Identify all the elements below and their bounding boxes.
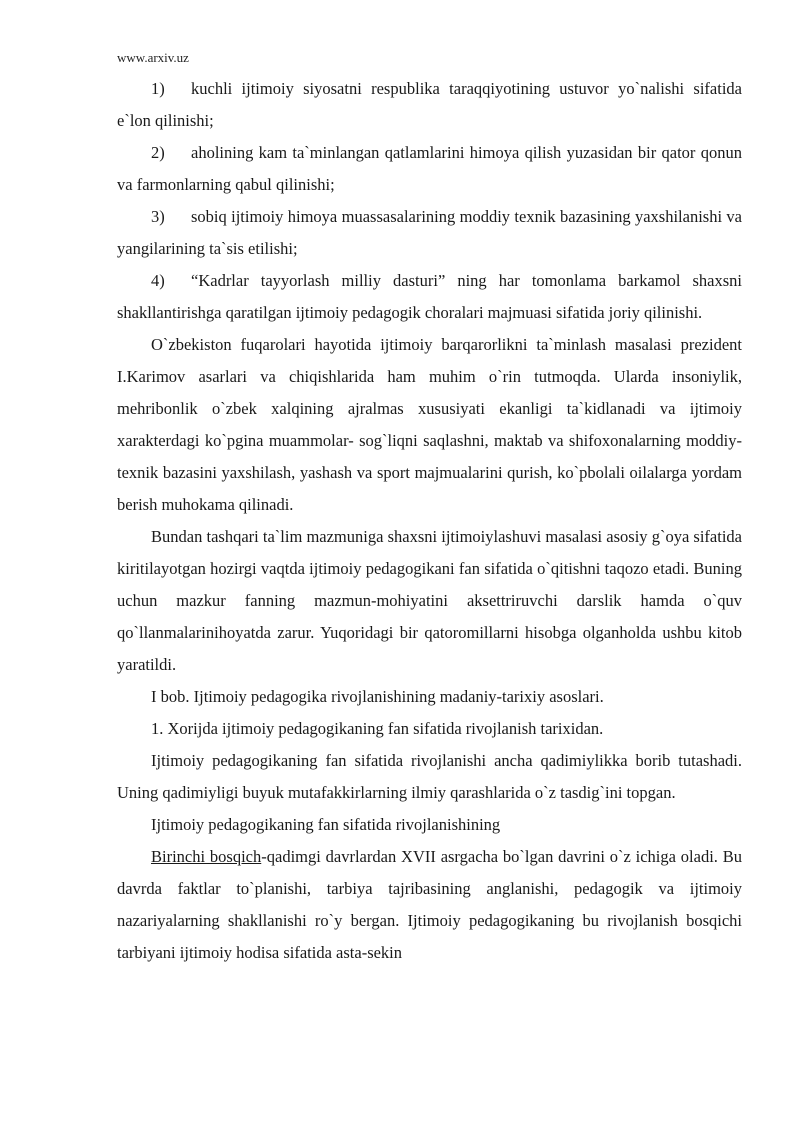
list-item [117, 265, 742, 329]
list-number: 1) [151, 79, 165, 98]
list-text: kuchli ijtimoiy siyosatni respublika taraqqiyotining ustuvor yo`nalishi sifatida e`lon qilinishi; [117, 79, 742, 130]
site-header: www.arxiv.uz [117, 50, 189, 65]
list-item [117, 201, 742, 265]
list-number: 3) [151, 207, 165, 226]
paragraph-education: Bundan tashqari ta`lim mazmuniga shaxsni ijtimoiylashuvi masalasi asosiy g`oya sifatida kiritilayotgan hozirgi vaqtda ijtimoiy pedagogikani fan sifatida o`qitishni taqozo etadi. Buning uchun mazkur fanning mazmun-mohiyatini aksettriruvchi darslik hamda o`quv qo`llanmalarinihoyatda zarur. Yuqoridagi bir qatoromillarni hisobga olganholda ushbu kitob yaratildi. [117, 527, 742, 674]
list-item [117, 137, 742, 201]
paragraph-stability: O`zbekiston fuqarolari hayotida ijtimoiy barqarorlikni ta`minlash masalasi prezident I.Karimov asarlari va chiqishlarida ham muhim o`rin tutmoqda. Ularda insoniylik, mehribonlik o`zbek xalqining ajralmas xususiyati ekanligi ta`kidlanadi va ijtimoiy xarakterdagi ko`pgina muammolar- sog`liqni saqlashni, maktab va shifoxonalarning moddiy-texnik bazasini yaxshilash, yashash va sport majmualarini qurish, ko`pbolali oilalarga yordam berish muhokama qilinadi. [117, 335, 742, 514]
page-content [117, 73, 742, 969]
list-item [117, 73, 742, 137]
list-text: “Kadrlar tayyorlash milliy dasturi” ning har tomonlama barkamol shaxsni shakllantirishga qaratilgan ijtimoiy pedagogik choralari majmuasi sifatida joriy qilinishi. [117, 271, 742, 322]
paragraph-history: Ijtimoiy pedagogikaning fan sifatida rivojlanishi ancha qadimiylikka borib tutashadi. Uning qadimiyligi buyuk mutafakkirlarning ilmiy qarashlarida o`z tasdig`ini topgan. [117, 751, 742, 802]
list-number: 2) [151, 143, 165, 162]
list-number: 4) [151, 271, 165, 290]
paragraph-stages-intro: Ijtimoiy pedagogikaning fan sifatida rivojlanishining [151, 815, 501, 834]
first-stage-text: -qadimgi davrlardan XVII asrgacha bo`lgan davrini o`z ichiga oladi. Bu davrda faktlar to`planishi, tarbiya tajribasining anglanishi, pedagogik va ijtimoiy nazariyalarning shakllanishi ro`y bergan. Ijtimoiy pedagogikaning bu rivojlanish bosqichi tarbiyani ijtimoiy hodisa sifatida asta-sekin [117, 847, 743, 962]
chapter-title: I bob. Ijtimoiy pedagogika rivojlanishining madaniy-tarixiy asoslari. [151, 687, 604, 706]
list-text: sobiq ijtimoiy himoya muassasalarining moddiy texnik bazasining yaxshilanishi va yangilarining ta`sis etilishi; [117, 207, 742, 258]
paragraph-first-stage [117, 841, 742, 969]
first-stage-term: Birinchi bosqich [151, 847, 262, 866]
list-text: aholining kam ta`minlangan qatlamlarini himoya qilish yuzasidan bir qator qonun va farmonlarning qabul qilinishi; [117, 143, 742, 194]
section-title: 1. Xorijda ijtimoiy pedagogikaning fan sifatida rivojlanish tarixidan. [151, 719, 604, 738]
